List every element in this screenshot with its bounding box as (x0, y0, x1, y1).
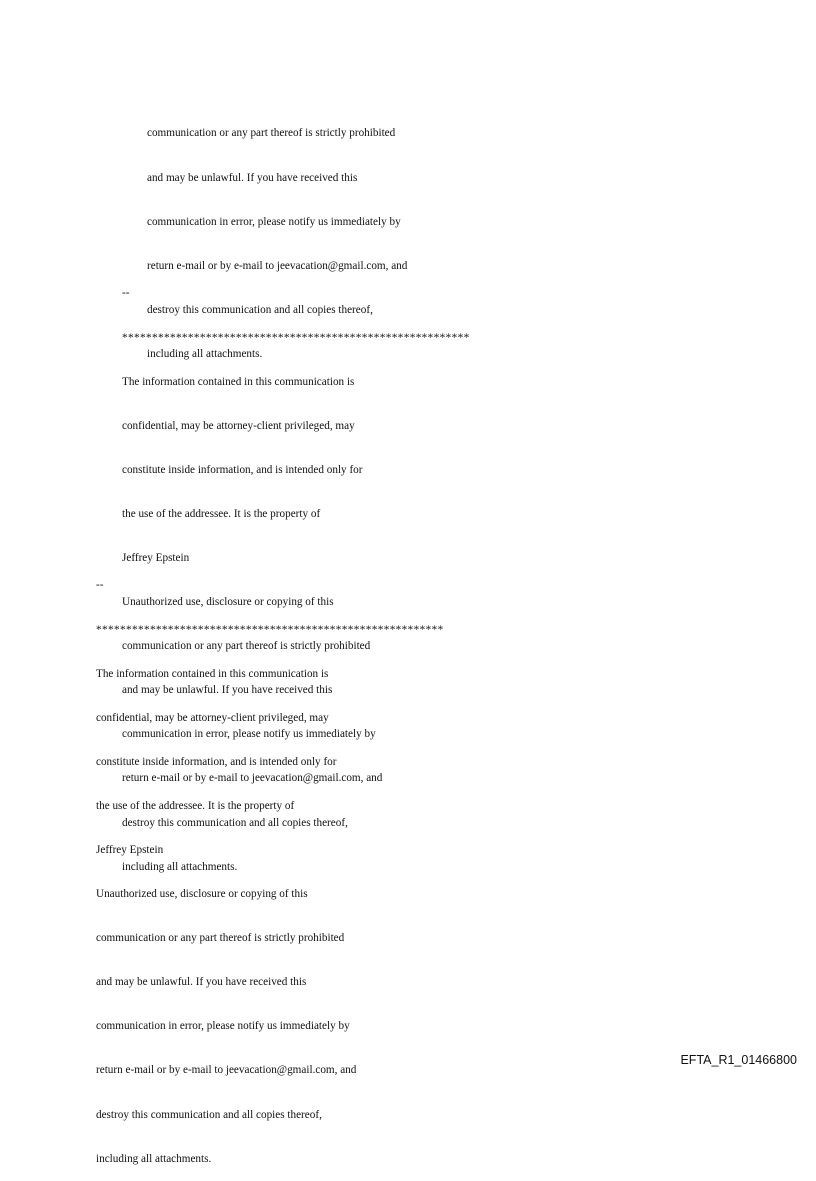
text-line: including all attachments. (122, 860, 238, 873)
text-line: the use of the addressee. It is the property of (122, 507, 321, 520)
text-line: confidential, may be attorney-client privileged, may (96, 711, 329, 724)
asterisk-divider: ********************************************************** (122, 331, 470, 344)
text-line: and may be unlawful. If you have received this (122, 684, 333, 697)
text-line: The information contained in this communication is (96, 667, 329, 680)
text-line: including all attachments. (96, 1152, 212, 1165)
text-line: return e-mail or by e-mail to jeevacation@gmail.com, and (96, 1064, 357, 1077)
text-line: The information contained in this communication is (122, 375, 355, 388)
text-line: destroy this communication and all copies thereof, (96, 1108, 322, 1121)
text-line: return e-mail or by e-mail to jeevacation@gmail.com, and (147, 259, 408, 272)
text-line: Unauthorized use, disclosure or copying of this (96, 888, 308, 901)
text-line: communication or any part thereof is strictly prohibited (122, 640, 371, 653)
text-line: destroy this communication and all copies thereof, (147, 303, 373, 316)
text-line: and may be unlawful. If you have received this (96, 976, 307, 989)
text-line: communication or any part thereof is strictly prohibited (96, 932, 345, 945)
text-line: communication in error, please notify us immediately by (122, 728, 376, 741)
text-line: communication in error, please notify us immediately by (147, 215, 401, 228)
text-line: destroy this communication and all copies thereof, (122, 816, 348, 829)
text-line: return e-mail or by e-mail to jeevacation@gmail.com, and (122, 772, 383, 785)
signature-separator: -- (96, 579, 104, 592)
text-line: Jeffrey Epstein (96, 843, 164, 856)
text-line: the use of the addressee. It is the property of (96, 799, 295, 812)
signature-separator: -- (122, 287, 130, 300)
text-line: communication or any part thereof is strictly prohibited (147, 127, 396, 140)
text-line: Unauthorized use, disclosure or copying of this (122, 596, 334, 609)
text-line: constitute inside information, and is intended only for (122, 463, 363, 476)
document-id: EFTA_R1_01466800 (680, 1053, 797, 1067)
asterisk-divider: ********************************************************** (96, 623, 444, 636)
text-line: and may be unlawful. If you have received this (147, 171, 358, 184)
text-line: constitute inside information, and is intended only for (96, 755, 337, 768)
text-line: including all attachments. (147, 347, 263, 360)
text-line: Jeffrey Epstein (122, 551, 190, 564)
disclaimer-block (96, 549, 444, 1181)
text-line: confidential, may be attorney-client privileged, may (122, 419, 355, 432)
text-line: communication in error, please notify us immediately by (96, 1020, 350, 1033)
